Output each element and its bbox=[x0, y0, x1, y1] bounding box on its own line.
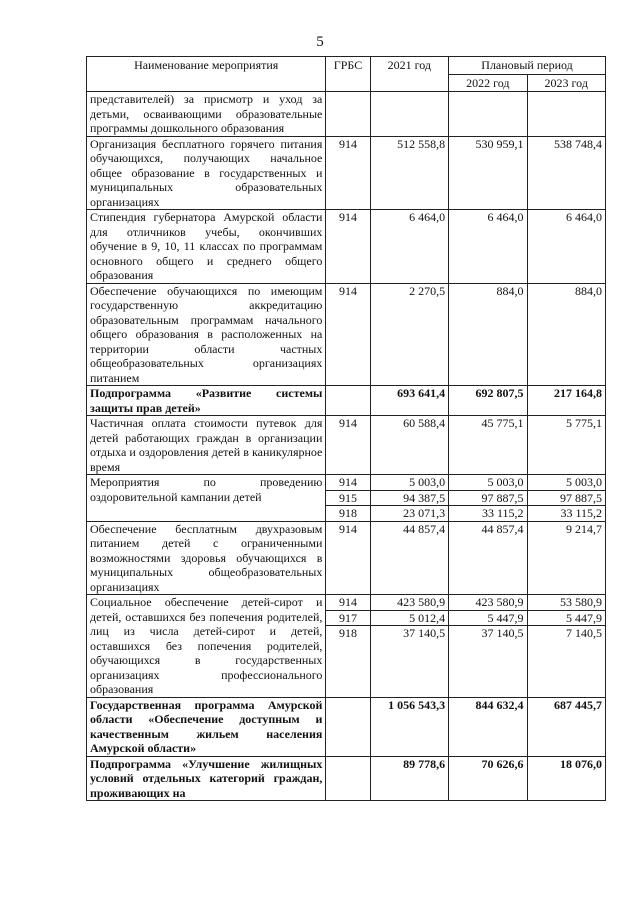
budget-table bbox=[86, 56, 606, 801]
row-value-2023-line: 7 140,5 bbox=[566, 626, 602, 640]
row-value-2022: 44 857,4 bbox=[449, 521, 527, 595]
row-value-2021: 2 270,5 bbox=[370, 283, 448, 386]
row-value-2022: 844 632,4 bbox=[449, 697, 527, 756]
table-row bbox=[87, 697, 606, 756]
header-2023: 2023 год bbox=[527, 74, 606, 92]
row-value-2023: 9 214,7 bbox=[527, 521, 606, 595]
row-value-2022: 70 626,6 bbox=[449, 756, 527, 801]
row-value-2021: 693 641,4 bbox=[370, 386, 448, 416]
table-row bbox=[87, 595, 606, 698]
row-grbs bbox=[326, 92, 370, 137]
row-value-2021-line: 23 071,3 bbox=[403, 506, 446, 520]
row-value-2022: 6 464,0 bbox=[449, 210, 527, 284]
row-value-2022: 45 775,1 bbox=[449, 416, 527, 475]
row-value-2021 bbox=[370, 92, 448, 137]
row-grbs-line: 918 bbox=[339, 626, 357, 640]
row-value-2021: 44 857,4 bbox=[370, 521, 448, 595]
row-value-2021: 6 464,0 bbox=[370, 210, 448, 284]
row-value-2021: 1 056 543,3 bbox=[370, 697, 448, 756]
row-value-2022-line: 97 887,5 bbox=[449, 491, 526, 507]
row-grbs-line: 914 bbox=[326, 595, 369, 611]
row-value-2021: 512 558,8 bbox=[370, 136, 448, 210]
row-grbs: 914 bbox=[326, 210, 370, 284]
header-2022: 2022 год bbox=[449, 74, 527, 92]
row-grbs-line: 915 bbox=[326, 491, 369, 507]
row-grbs: 914 bbox=[326, 283, 370, 386]
row-name: Мероприятия по проведению оздоровительной кампании детей bbox=[87, 475, 326, 522]
header-grbs: ГРБС bbox=[326, 57, 370, 92]
table-row bbox=[87, 210, 606, 284]
row-value-2023-line: 33 115,2 bbox=[560, 506, 602, 520]
row-value-2023: 217 164,8 bbox=[527, 386, 606, 416]
row-value-2021 bbox=[370, 475, 448, 522]
row-value-2023-line: 5 447,9 bbox=[528, 611, 606, 627]
row-value-2023: 687 445,7 bbox=[527, 697, 606, 756]
row-value-2023-line: 53 580,9 bbox=[528, 595, 606, 611]
row-value-2022: 692 807,5 bbox=[449, 386, 527, 416]
row-name: представителей) за присмотр и уход за детьми, осваивающими образовательные программы дошкольного образования bbox=[87, 92, 326, 137]
row-grbs bbox=[326, 595, 370, 698]
row-grbs bbox=[326, 756, 370, 801]
table-row bbox=[87, 92, 606, 137]
row-name: Частичная оплата стоимости путевок для детей работающих граждан в организации отдыха и оздоровления детей в каникулярное время bbox=[87, 416, 326, 475]
header-2021: 2021 год bbox=[370, 57, 448, 92]
row-value-2023: 538 748,4 bbox=[527, 136, 606, 210]
page-number: 5 bbox=[316, 34, 324, 50]
table-body bbox=[87, 92, 606, 801]
row-grbs-line: 918 bbox=[339, 506, 357, 520]
row-value-2021: 60 588,4 bbox=[370, 416, 448, 475]
table-row bbox=[87, 136, 606, 210]
row-value-2021-line: 5 012,4 bbox=[371, 611, 448, 627]
row-value-2022-line: 5 003,0 bbox=[449, 475, 526, 491]
row-value-2021-line: 37 140,5 bbox=[403, 626, 446, 640]
row-grbs-line: 914 bbox=[326, 475, 369, 491]
row-value-2023 bbox=[527, 475, 606, 522]
row-value-2023 bbox=[527, 595, 606, 698]
header-plan-period: Плановый период bbox=[449, 57, 606, 75]
row-value-2022: 530 959,1 bbox=[449, 136, 527, 210]
table-row bbox=[87, 283, 606, 386]
row-value-2023: 884,0 bbox=[527, 283, 606, 386]
row-name: Подпрограмма «Развитие системы защиты прав детей» bbox=[87, 386, 326, 416]
row-grbs: 914 bbox=[326, 136, 370, 210]
row-value-2022-line: 5 447,9 bbox=[449, 611, 526, 627]
row-value-2021 bbox=[370, 595, 448, 698]
header-name: Наименование мероприятия bbox=[87, 57, 326, 92]
row-grbs: 914 bbox=[326, 521, 370, 595]
row-value-2022: 884,0 bbox=[449, 283, 527, 386]
row-value-2022 bbox=[449, 92, 527, 137]
row-value-2021-line: 423 580,9 bbox=[371, 595, 448, 611]
row-name: Обеспечение бесплатным двухразовым питанием детей с ограниченными возможностями здоровья обучающихся в муниципальных общеобразовательных организациях bbox=[87, 521, 326, 595]
row-value-2022 bbox=[449, 475, 527, 522]
row-value-2021: 89 778,6 bbox=[370, 756, 448, 801]
row-value-2021-line: 94 387,5 bbox=[371, 491, 448, 507]
row-grbs bbox=[326, 697, 370, 756]
row-name: Обеспечение обучающихся по имеющим государственную аккредитацию образовательным программам начального общего образования в расположенных на территории области частных общеобразовательных организациях питанием bbox=[87, 283, 326, 386]
row-value-2023: 18 076,0 bbox=[527, 756, 606, 801]
table-row bbox=[87, 416, 606, 475]
row-grbs-line: 917 bbox=[326, 611, 369, 627]
row-value-2022 bbox=[449, 595, 527, 698]
row-value-2023-line: 5 003,0 bbox=[528, 475, 606, 491]
table-row bbox=[87, 521, 606, 595]
row-value-2023: 6 464,0 bbox=[527, 210, 606, 284]
row-value-2021-line: 5 003,0 bbox=[371, 475, 448, 491]
table-row bbox=[87, 386, 606, 416]
row-value-2022-line: 33 115,2 bbox=[481, 506, 524, 520]
row-value-2023: 5 775,1 bbox=[527, 416, 606, 475]
row-name: Подпрограмма «Улучшение жилищных условий отдельных категорий граждан, проживающих на bbox=[87, 756, 326, 801]
row-value-2023 bbox=[527, 92, 606, 137]
row-name: Социальное обеспечение детей-сирот и детей, оставшихся без попечения родителей, лиц из числа детей-сирот и детей, оставшихся без попечения родителей, обучающихся в государственных организациях профессионального образования bbox=[87, 595, 326, 698]
row-grbs bbox=[326, 475, 370, 522]
row-value-2022-line: 423 580,9 bbox=[449, 595, 526, 611]
row-grbs: 914 bbox=[326, 416, 370, 475]
row-name: Организация бесплатного горячего питания обучающихся, получающих начальное общее образование в государственных и муниципальных образовательных организациях bbox=[87, 136, 326, 210]
row-value-2023-line: 97 887,5 bbox=[528, 491, 606, 507]
table-row bbox=[87, 756, 606, 801]
row-name: Государственная программа Амурской области «Обеспечение доступным и качественным жильем населения Амурской области» bbox=[87, 697, 326, 756]
row-value-2022-line: 37 140,5 bbox=[481, 626, 524, 640]
row-name: Стипендия губернатора Амурской области для отличников учебы, окончивших обучение в 9, 10, 11 классах по программам основного общего и среднего общего образования bbox=[87, 210, 326, 284]
row-grbs bbox=[326, 386, 370, 416]
table-row bbox=[87, 475, 606, 522]
